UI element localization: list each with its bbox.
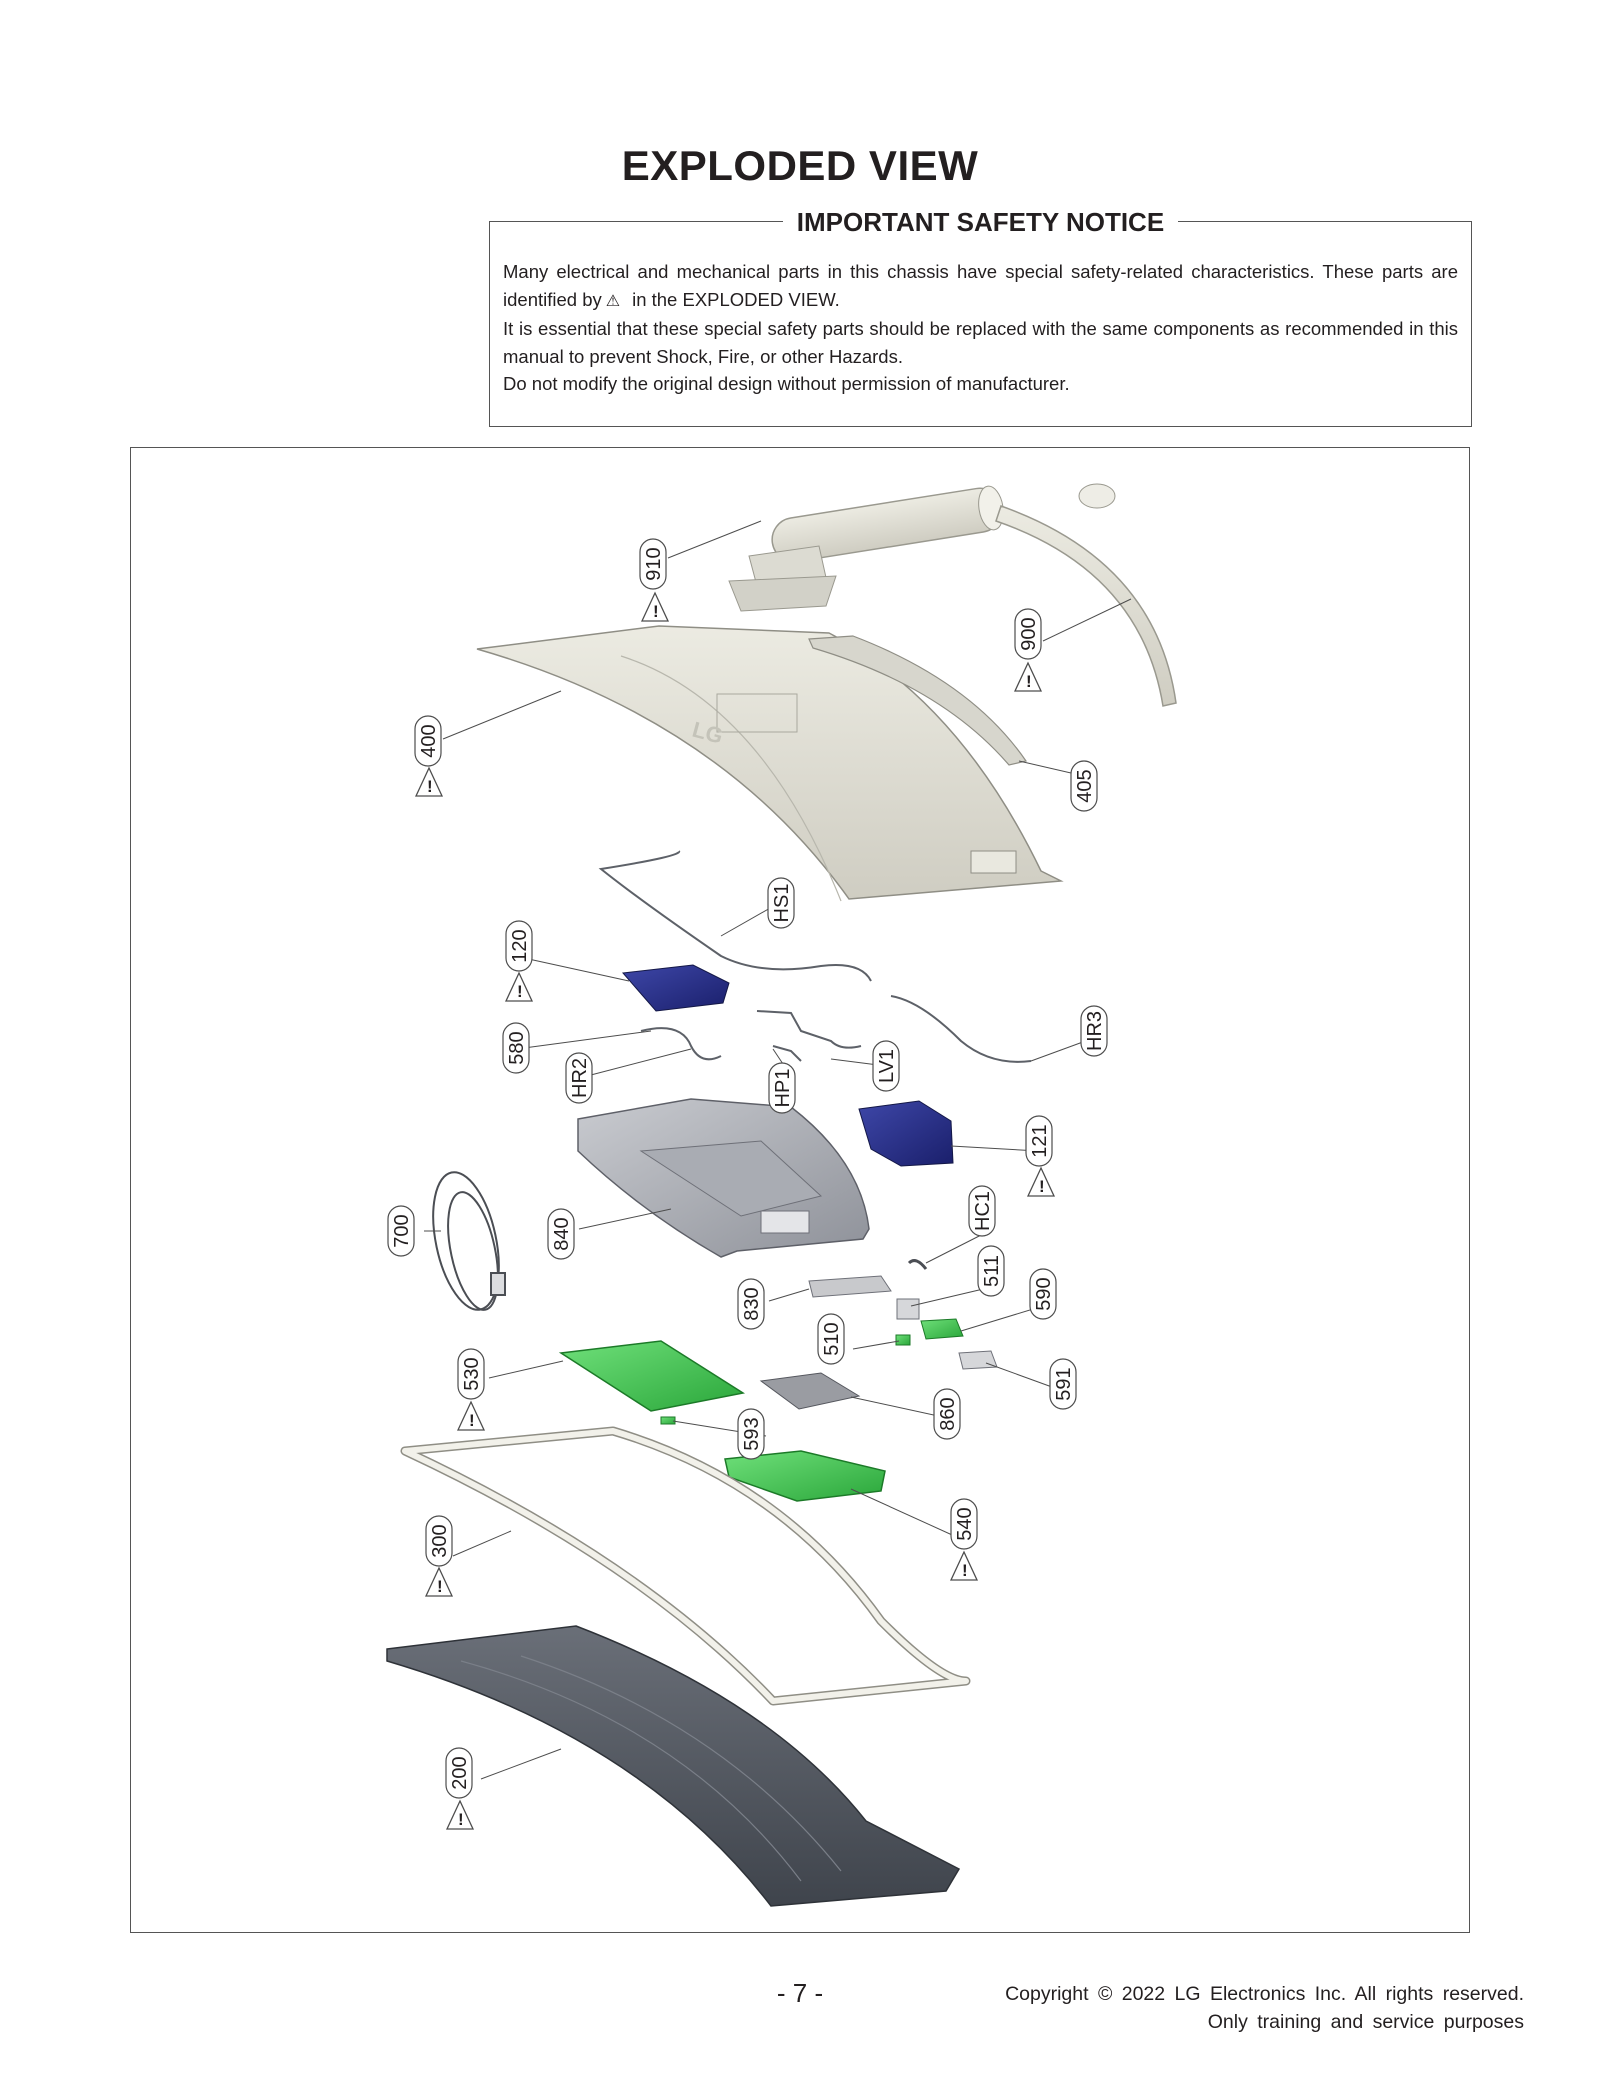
callout-400 xyxy=(415,716,441,766)
svg-text:860: 860 xyxy=(937,1397,959,1431)
callout-lv1 xyxy=(873,1041,899,1091)
safety-triangle-icon xyxy=(506,973,532,1001)
callout-hs1 xyxy=(768,878,794,928)
callout-830 xyxy=(738,1279,764,1329)
notice-line-1-end: in the EXPLODED VIEW. xyxy=(632,288,840,310)
board-593-part xyxy=(661,1417,675,1424)
safety-triangle-icon xyxy=(951,1552,977,1580)
safety-triangle-icon xyxy=(1015,663,1041,691)
power-cord-part xyxy=(422,1166,510,1315)
svg-text:840: 840 xyxy=(551,1217,573,1251)
svg-text:!: ! xyxy=(427,777,433,796)
bracket-860-part xyxy=(761,1373,859,1409)
lg-logo: LG xyxy=(689,716,726,749)
svg-text:910: 910 xyxy=(643,547,665,581)
svg-text:200: 200 xyxy=(449,1756,471,1790)
callout-121 xyxy=(1026,1116,1052,1166)
board-510-part xyxy=(896,1335,910,1345)
safety-warning-icon: ⚠ xyxy=(605,292,621,310)
callout-510 xyxy=(818,1314,844,1364)
copyright-block xyxy=(1005,1980,1524,2036)
svg-text:510: 510 xyxy=(821,1322,843,1356)
svg-text:300: 300 xyxy=(429,1524,451,1558)
safety-notice-box xyxy=(489,207,1472,427)
safety-triangle-icon xyxy=(416,768,442,796)
svg-text:540: 540 xyxy=(954,1507,976,1541)
svg-text:591: 591 xyxy=(1053,1367,1075,1401)
notice-line-3: Do not modify the original design without permission of manufacturer. xyxy=(503,373,1070,394)
stand-arm-part xyxy=(729,484,1006,611)
svg-text:!: ! xyxy=(1026,672,1032,691)
svg-text:HR2: HR2 xyxy=(569,1057,591,1099)
callout-hr3 xyxy=(1081,1006,1107,1056)
display-panel-part xyxy=(387,1626,959,1906)
svg-text:!: ! xyxy=(653,602,659,621)
callout-910 xyxy=(640,539,666,589)
callout-511 xyxy=(978,1246,1004,1296)
svg-text:!: ! xyxy=(437,1577,443,1596)
svg-text:120: 120 xyxy=(509,929,531,963)
safety-triangle-icon xyxy=(458,1402,484,1430)
svg-text:LV1: LV1 xyxy=(876,1048,898,1084)
callout-840 xyxy=(548,1209,574,1259)
svg-text:400: 400 xyxy=(418,724,440,758)
main-board-530-part xyxy=(561,1341,743,1411)
callout-591 xyxy=(1050,1359,1076,1409)
svg-text:830: 830 xyxy=(741,1287,763,1321)
callout-hp1 xyxy=(769,1063,795,1113)
callout-860 xyxy=(934,1389,960,1439)
safety-notice-heading: IMPORTANT SAFETY NOTICE xyxy=(783,207,1178,237)
usage-purpose-text: Only training and service purposes xyxy=(1207,2011,1524,2033)
callout-593 xyxy=(738,1409,764,1459)
bracket-591-part xyxy=(959,1351,997,1369)
copyright-text: Copyright © 2022 LG Electronics Inc. All rights reserved. xyxy=(1005,1983,1524,2005)
safety-triangle-icon xyxy=(426,1568,452,1596)
callout-540 xyxy=(951,1499,977,1549)
chassis-frame-part xyxy=(578,1099,869,1257)
board-590-part xyxy=(921,1319,963,1339)
exploded-view-diagram xyxy=(130,447,1470,1933)
svg-text:590: 590 xyxy=(1033,1277,1055,1311)
svg-text:HS1: HS1 xyxy=(771,883,793,923)
callout-530 xyxy=(458,1349,484,1399)
svg-text:900: 900 xyxy=(1018,617,1040,651)
safety-triangle-icon xyxy=(642,593,668,621)
notice-line-1: Many electrical and mechanical parts in this chassis have special safety-related characteristics. These parts are identified by xyxy=(503,261,1458,310)
safety-notice-body xyxy=(503,258,1458,398)
callout-hc1 xyxy=(969,1186,995,1236)
safety-triangle-icon xyxy=(1028,1168,1054,1196)
svg-text:HR3: HR3 xyxy=(1084,1010,1106,1052)
callout-300 xyxy=(426,1516,452,1566)
callout-405 xyxy=(1071,761,1097,811)
svg-text:HC1: HC1 xyxy=(972,1190,994,1232)
callout-hr2 xyxy=(566,1053,592,1103)
bracket-830-part xyxy=(809,1276,891,1297)
svg-text:!: ! xyxy=(469,1411,475,1430)
bracket-hc1-part xyxy=(909,1261,926,1269)
svg-text:!: ! xyxy=(517,982,523,1001)
svg-text:405: 405 xyxy=(1074,769,1096,803)
board-120-part xyxy=(623,965,729,1011)
svg-text:700: 700 xyxy=(391,1214,413,1248)
safety-triangle-icon xyxy=(447,1801,473,1829)
svg-text:!: ! xyxy=(962,1561,968,1580)
svg-text:511: 511 xyxy=(981,1255,1003,1287)
callout-200 xyxy=(446,1748,472,1798)
svg-text:HP1: HP1 xyxy=(772,1068,794,1108)
svg-text:530: 530 xyxy=(461,1357,483,1391)
page-title: EXPLODED VIEW xyxy=(621,142,979,189)
svg-text:!: ! xyxy=(1039,1177,1045,1196)
page-number: - 7 - xyxy=(776,1978,824,2008)
board-121-part xyxy=(859,1101,953,1166)
bracket-511-part xyxy=(897,1299,919,1319)
callout-590 xyxy=(1030,1269,1056,1319)
svg-text:121: 121 xyxy=(1029,1124,1051,1158)
callout-700 xyxy=(388,1206,414,1256)
callout-580 xyxy=(503,1023,529,1073)
callout-900 xyxy=(1015,609,1041,659)
svg-text:!: ! xyxy=(458,1810,464,1829)
notice-line-2: It is essential that these special safety parts should be replaced with the same components as recommended in this manual to prevent Shock, Fire, or other Hazards. xyxy=(503,318,1458,367)
callout-120 xyxy=(506,921,532,971)
svg-text:580: 580 xyxy=(506,1031,528,1065)
svg-text:593: 593 xyxy=(741,1417,763,1451)
back-cover-part xyxy=(477,626,1061,901)
